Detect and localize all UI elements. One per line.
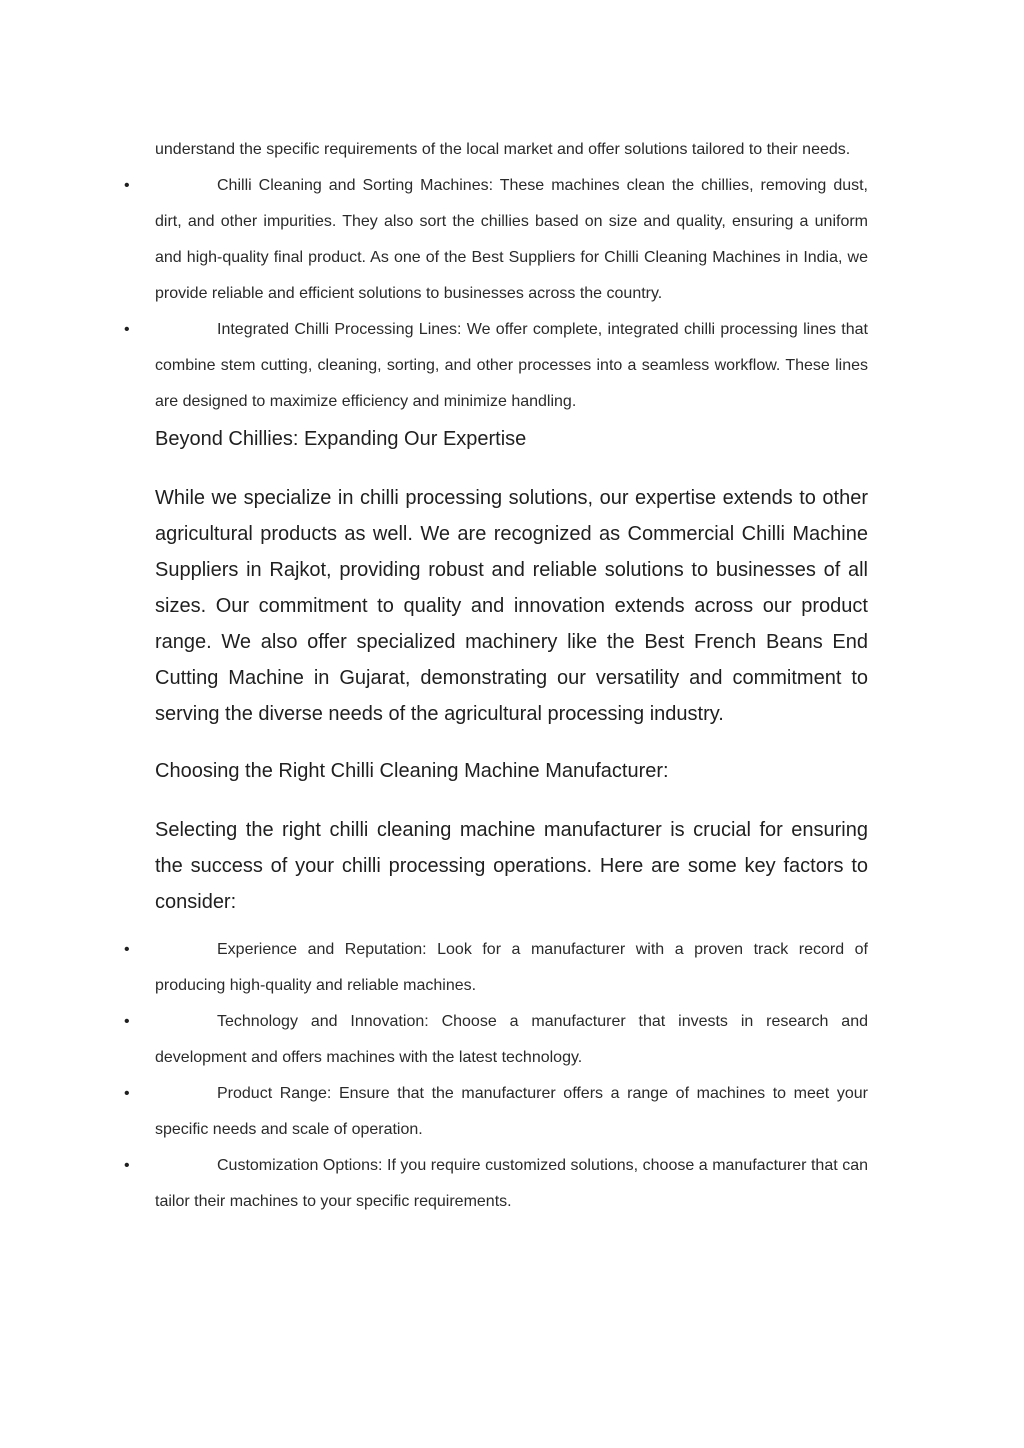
bullet-icon: • (124, 1157, 130, 1174)
list-item (124, 312, 868, 420)
list-item (124, 1148, 868, 1220)
list-item-text: Chilli Cleaning and Sorting Machines: These machines clean the chillies, removing dust, dirt, and other impurities. They also sort the chillies based on size and quality, ensuring a uniform and high-quality final product. As one of the Best Suppliers for Chilli Cleaning Machines in India, we provide reliable and efficient solutions to businesses across the country. (155, 177, 868, 302)
bullet-icon: • (124, 321, 130, 338)
bullet-icon: • (124, 177, 130, 194)
document-page (124, 132, 868, 1220)
list-item-text: Customization Options: If you require customized solutions, choose a manufacturer that can tailor their machines to your specific requirements. (155, 1157, 868, 1210)
list-item-text: Integrated Chilli Processing Lines: We offer complete, integrated chilli processing lines that combine stem cutting, cleaning, sorting, and other processes into a seamless workflow. These lines are designed to maximize efficiency and minimize handling. (155, 321, 868, 410)
list-item-text: Technology and Innovation: Choose a manufacturer that invests in research and development and offers machines with the latest technology. (155, 1013, 868, 1066)
section-paragraph-beyond-chillies: While we specialize in chilli processing solutions, our expertise extends to other agricultural products as well. We are recognized as Commercial Chilli Machine Suppliers in Rajkot, providing robust and reliable solutions to businesses of all sizes. Our commitment to quality and innovation extends across our product range. We also offer specialized machinery like the Best French Beans End Cutting Machine in Gujarat, demonstrating our versatility and commitment to serving the diverse needs of the agricultural processing industry. (155, 487, 868, 725)
bullet-icon: • (124, 1085, 130, 1102)
list-item (124, 1004, 868, 1076)
bullet-icon: • (124, 941, 130, 958)
section-heading-beyond-chillies: Beyond Chillies: Expanding Our Expertise (155, 428, 527, 450)
section-heading-choosing-manufacturer: Choosing the Right Chilli Cleaning Machine Manufacturer: (155, 760, 669, 782)
list-item (124, 168, 868, 312)
key-factors-list (124, 932, 868, 1220)
machine-types-list (124, 168, 868, 420)
list-item (124, 932, 868, 1004)
bullet-icon: • (124, 1013, 130, 1030)
list-item-text: Product Range: Ensure that the manufacturer offers a range of machines to meet your specific needs and scale of operation. (155, 1085, 868, 1138)
list-item-text: Experience and Reputation: Look for a manufacturer with a proven track record of producing high-quality and reliable machines. (155, 941, 868, 994)
list-item (124, 1076, 868, 1148)
intro-continuation-text: understand the specific requirements of the local market and offer solutions tailored to their needs. (155, 141, 851, 158)
section-paragraph-choosing-manufacturer: Selecting the right chilli cleaning machine manufacturer is crucial for ensuring the success of your chilli processing operations. Here are some key factors to consider: (155, 819, 868, 913)
